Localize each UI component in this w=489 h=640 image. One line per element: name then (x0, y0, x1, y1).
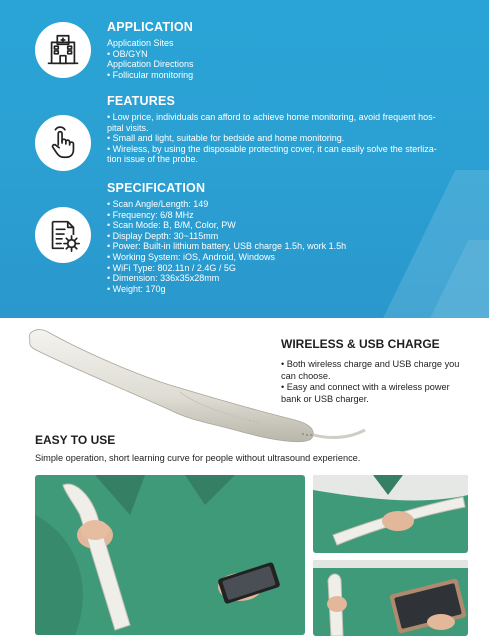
photo-doctor-phone (35, 475, 305, 635)
spec-line: • WiFi Type: 802.11n / 2.4G / 5G (107, 262, 236, 273)
easy-to-use-title: EASY TO USE (35, 433, 116, 447)
wireless-title: WIRELESS & USB CHARGE (281, 337, 440, 351)
features-title: FEATURES (107, 94, 176, 108)
spec-line: • Power: Built-in lithium battery, USB charge 1.5h, work 1.5h (107, 241, 347, 252)
document-gear-icon (35, 207, 91, 263)
features-line: • Small and light, suitable for bedside and home monitoring. (107, 133, 345, 144)
spec-line: • Scan Angle/Length: 149 (107, 199, 209, 209)
hand-touch-icon (35, 115, 91, 171)
application-line: Application Directions (107, 59, 194, 70)
spec-line: • Working System: iOS, Android, Windows (107, 251, 276, 262)
photo-probe-tablet (313, 560, 468, 636)
specification-title: SPECIFICATION (107, 181, 206, 195)
wireless-line: bank or USB charger. (281, 393, 369, 404)
features-line: • Wireless, by using the disposable protecting cover, it can easily solve the sterliza- (107, 143, 437, 154)
specification-text (107, 199, 479, 294)
application-line: Application Sites (107, 38, 174, 48)
features-line: • Low price, individuals can afford to achieve home monitoring, avoid frequent hos- (107, 112, 436, 122)
spec-line: • Scan Mode: B, B/M, Color, PW (107, 220, 236, 231)
easy-to-use-text: Simple operation, short learning curve for people without ultrasound experience. (35, 453, 361, 463)
wireless-line: • Easy and connect with a wireless power (281, 382, 450, 393)
features-line: pital visits. (107, 122, 149, 133)
application-title: APPLICATION (107, 20, 193, 34)
application-line: • OB/GYN (107, 48, 148, 59)
wireless-text (281, 359, 481, 405)
application-text (107, 38, 479, 80)
photo-holding-probe (313, 475, 468, 553)
features-text (107, 112, 479, 165)
wireless-line: can choose. (281, 370, 331, 381)
features-line: tion issue of the probe. (107, 154, 199, 165)
spec-line: • Display Depth: 30~115mm (107, 230, 219, 241)
spec-line: • Weight: 170g (107, 283, 166, 294)
wireless-line: • Both wireless charge and USB charge you (281, 359, 460, 369)
application-line: • Follicular monitoring (107, 69, 194, 80)
spec-line: • Frequency: 6/8 MHz (107, 209, 194, 220)
info-panel (0, 0, 489, 318)
svg-text:· · ·: · · · (247, 417, 260, 427)
spec-line: • Dimension: 336x35x28mm (107, 273, 220, 284)
hospital-icon (35, 22, 91, 78)
